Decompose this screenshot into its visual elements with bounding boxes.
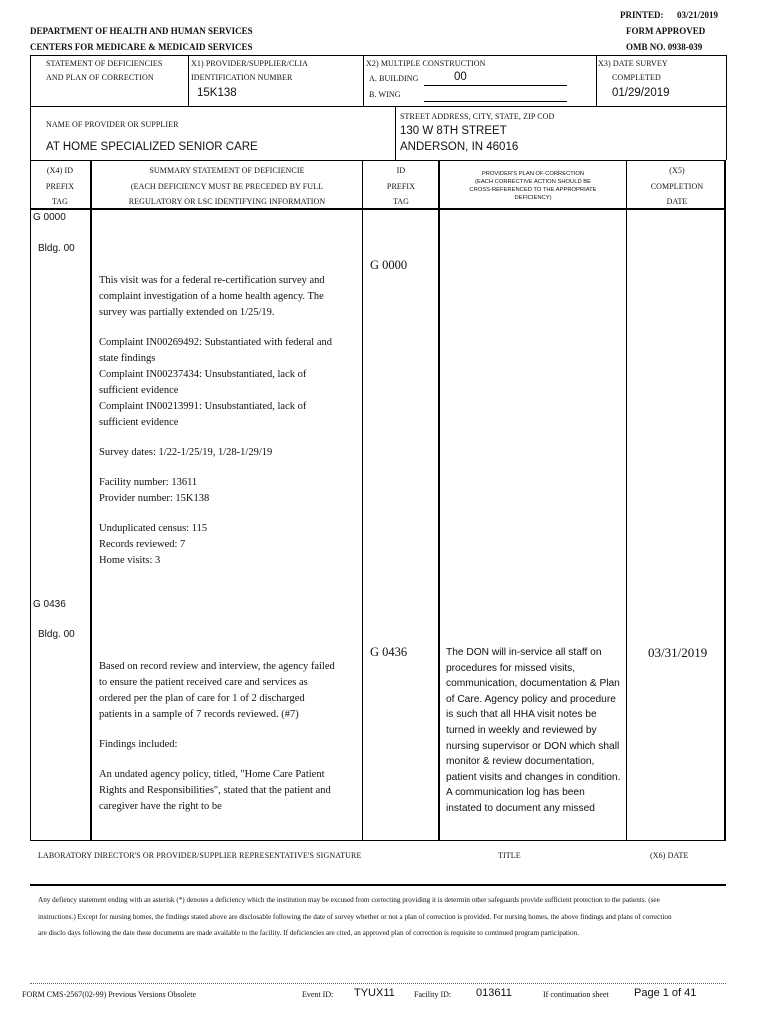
plan-of-correction-text: The DON will in-service all staff on procedures for missed visits, communication, documentation & Plan of Care. Agency policy and procedure is such that all HHA visit notes be turned in weekly and reviewed by nursing supervisor or DON which shall monitor & review documentation, patient visits and changes in condition. A communication log has been instated to document any missed — [446, 647, 621, 814]
summary-paragraph: This visit was for a federal re-certification survey and complaint investigation of a home health agency. The survey was partially extended on 1/25/19. — [99, 275, 325, 318]
summary-paragraph: Based on record review and interview, the agency failed to ensure the patient received care and services as ordered per the plan of care for 1 of 2 discharged patients in a sample of 7 records reviewed. (#7) — [99, 661, 335, 720]
x4-header-3: TAG — [51, 197, 69, 206]
summary-header-1: SUMMARY STATEMENT OF DEFICIENCIE — [149, 166, 305, 175]
continuation-label: If continuation sheet — [543, 990, 609, 999]
plan-header-1: PROVIDER'S PLAN OF CORRECTION — [481, 171, 585, 177]
id-header-1: ID — [396, 166, 406, 175]
rule — [438, 160, 440, 840]
x1-label-2: IDENTIFICATION NUMBER — [191, 73, 293, 82]
rule — [30, 55, 31, 160]
facility-id-label: Facility ID: — [414, 990, 452, 999]
rule — [724, 160, 726, 840]
rule — [395, 106, 396, 160]
building-label: A. BUILDING — [369, 74, 419, 83]
rule — [30, 840, 726, 841]
x4-header-2: PREFIX — [45, 182, 75, 191]
rule — [30, 160, 31, 840]
id-tag-g0000: G 0000 — [370, 258, 408, 272]
rule — [726, 55, 727, 160]
complaint-3: Complaint IN00213991: Unsubstantiated, lack of sufficient evidence — [99, 401, 307, 428]
policy-paragraph: An undated agency policy, titled, "Home Care Patient Rights and Responsibilities", stated that the patient and caregiver have the right to be — [99, 769, 331, 812]
id-header-3: TAG — [392, 197, 410, 206]
provider-name-label: NAME OF PROVIDER OR SUPPLIER — [46, 120, 179, 129]
disclaimer-text: Any defiency statement ending with an asterisk (*) denotes a deficiency which the institution may be excused from correcting providing it is determin other safeguards provide sufficient protection to the patients. (see instructions.) Except for nursing homes, the findings stated above are disclosable following the date of survey whether or not a plan of correction is provided. For nursing homes, the above findings and plans of correction are disclo days following the date these documents are made available to the facility. If deficiencies are cited, an approved plan of correction is requisite to continued program participation. — [38, 896, 672, 938]
home-visits: Home visits: 3 — [99, 555, 161, 566]
summary-text-g0436 — [99, 659, 335, 829]
wing-label: B. WING — [369, 90, 401, 99]
rule — [30, 884, 726, 886]
address-line-1: 130 W 8TH STREET — [400, 125, 507, 137]
prefix-tag-g0436: G 0436 — [33, 599, 66, 610]
summary-text-g0000 — [99, 273, 347, 569]
event-id-value: TYUX11 — [354, 987, 395, 999]
omb-number: OMB NO. 0938-039 — [626, 42, 703, 52]
x3-label-2: COMPLETED — [612, 73, 661, 82]
facility-id-value: 013611 — [476, 987, 512, 999]
rule — [30, 208, 726, 210]
records-reviewed: Records reviewed: 7 — [99, 539, 186, 550]
provider-number: Provider number: 15K138 — [99, 493, 210, 504]
x5-header-1: (X5) — [669, 166, 685, 175]
survey-dates: Survey dates: 1/22-1/25/19, 1/28-1/29/19 — [99, 447, 273, 458]
x3-label-1: X3) DATE SURVEY — [598, 59, 668, 68]
statement-label-2: AND PLAN OF CORRECTION — [46, 73, 154, 82]
title-label: TITLE — [498, 851, 521, 860]
date-label: (X6) DATE — [650, 851, 689, 860]
summary-header-2: (EACH DEFICIENCY MUST BE PRECEDED BY FULL — [130, 182, 324, 191]
x5-header-2: COMPLETION — [650, 182, 704, 191]
department-name: DEPARTMENT OF HEALTH AND HUMAN SERVICES — [30, 26, 253, 36]
complaint-1: Complaint IN00269492: Substantiated with federal and state findings — [99, 337, 332, 364]
building-underline — [424, 85, 567, 86]
survey-completed-value: 01/29/2019 — [612, 87, 670, 99]
plan-header-4: DEFICIENCY) — [514, 195, 552, 201]
event-id-label: Event ID: — [302, 990, 334, 999]
building-tag: Bldg. 00 — [38, 629, 75, 640]
address-label: STREET ADDRESS, CITY, STATE, ZIP COD — [400, 112, 555, 121]
x5-header-3: DATE — [666, 197, 688, 206]
findings-label: Findings included: — [99, 739, 178, 750]
wing-underline — [424, 101, 567, 102]
centers-name: CENTERS FOR MEDICARE & MEDICAID SERVICES — [30, 42, 253, 52]
x2-label: X2) MULTIPLE CONSTRUCTION — [366, 59, 486, 68]
printed-label: PRINTED: — [620, 10, 664, 20]
id-header-2: PREFIX — [386, 182, 416, 191]
completion-date: 03/31/2019 — [648, 645, 708, 660]
rule — [30, 55, 726, 56]
page-number: Page 1 of 41 — [634, 987, 697, 999]
prefix-tag-g0000: G 0000 — [33, 212, 66, 223]
plan-header-3: CROSS-REFERENCED TO THE APPROPRIATE — [469, 187, 597, 193]
rule — [363, 55, 364, 106]
rule — [626, 160, 627, 840]
x4-header-1: (X4) ID — [46, 166, 74, 175]
signature-label: LABORATORY DIRECTOR'S OR PROVIDER/SUPPLIER REPRESENTATIVE'S SIGNATURE — [38, 851, 362, 860]
printed-date: 03/21/2019 — [677, 10, 719, 20]
rule — [596, 55, 597, 106]
rule — [90, 160, 92, 840]
unduplicated-census: Unduplicated census: 115 — [99, 523, 208, 534]
address-line-2: ANDERSON, IN 46016 — [400, 141, 519, 153]
summary-header-3: REGULATORY OR LSC IDENTIFYING INFORMATION — [128, 197, 326, 206]
provider-id-value: 15K138 — [197, 87, 237, 99]
x1-label-1: X1) PROVIDER/SUPPLIER/CLIA — [191, 59, 309, 68]
complaint-2: Complaint IN00237434: Unsubstantiated, lack of sufficient evidence — [99, 369, 307, 396]
rule — [30, 160, 726, 161]
form-approved: FORM APPROVED — [626, 26, 706, 36]
form-number: FORM CMS-2567(02-99) Previous Versions Obsolete — [22, 990, 197, 999]
rule — [30, 106, 726, 107]
plan-header-2: (EACH CORRECTIVE ACTION SHOULD BE — [475, 179, 591, 185]
id-tag-g0436: G 0436 — [370, 645, 408, 659]
statement-label-1: STATEMENT OF DEFICIENCIES — [46, 59, 163, 68]
building-value: 00 — [454, 71, 467, 83]
rule — [188, 55, 189, 106]
rule — [30, 983, 726, 984]
building-tag: Bldg. 00 — [38, 243, 75, 254]
provider-name-value: AT HOME SPECIALIZED SENIOR CARE — [46, 141, 258, 153]
facility-number: Facility number: 13611 — [99, 477, 198, 488]
rule — [362, 160, 363, 840]
